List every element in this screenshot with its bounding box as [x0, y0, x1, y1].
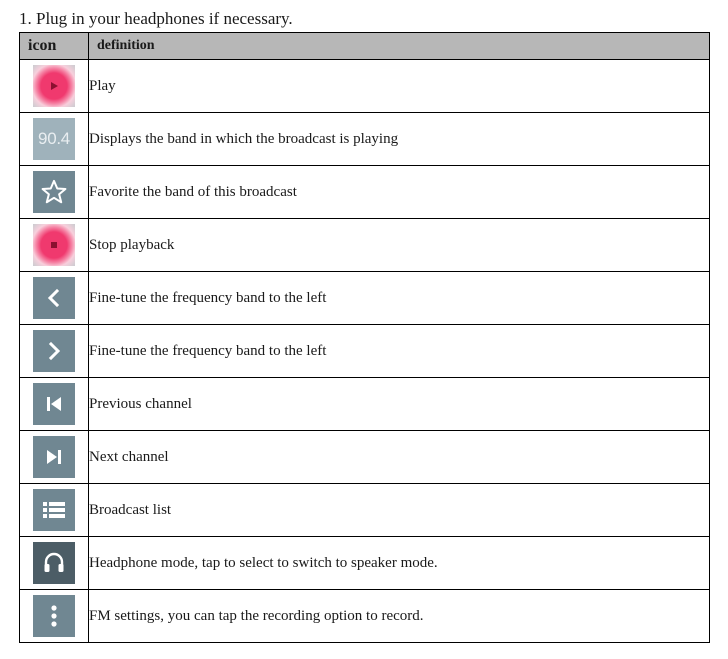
table-row [20, 590, 710, 643]
list-icon [33, 489, 75, 531]
table-row [20, 219, 710, 272]
table-row [20, 484, 710, 537]
table-row [20, 378, 710, 431]
table-row [20, 113, 710, 166]
intro-text: 1. Plug in your headphones if necessary. [19, 9, 293, 28]
more-vertical-icon [33, 595, 75, 637]
table-row [20, 431, 710, 484]
header-definition: definition [89, 33, 710, 60]
band-display-text: 90.4 [38, 129, 70, 148]
table-row [20, 325, 710, 378]
definition-text: Headphone mode, tap to select to switch to speaker mode. [89, 537, 710, 590]
definition-text: Favorite the band of this broadcast [89, 166, 710, 219]
definition-text: Stop playback [89, 219, 710, 272]
definition-text: Previous channel [89, 378, 710, 431]
definition-text: Next channel [89, 431, 710, 484]
band-display-icon [33, 118, 75, 160]
table-row [20, 537, 710, 590]
definition-text: Fine-tune the frequency band to the left [89, 272, 710, 325]
definition-text: Play [89, 60, 710, 113]
headphone-icon [33, 542, 75, 584]
play-icon [33, 65, 75, 107]
star-icon [33, 171, 75, 213]
chevron-right-icon [33, 330, 75, 372]
icon-definition-table [19, 32, 710, 643]
table-header-row [20, 33, 710, 60]
definition-text: Broadcast list [89, 484, 710, 537]
table-row [20, 60, 710, 113]
next-channel-icon [33, 436, 75, 478]
table-row [20, 166, 710, 219]
header-icon: icon [20, 33, 89, 60]
table-row [20, 272, 710, 325]
chevron-left-icon [33, 277, 75, 319]
definition-text: Displays the band in which the broadcast is playing [89, 113, 710, 166]
definition-text: FM settings, you can tap the recording option to record. [89, 590, 710, 643]
stop-icon [33, 224, 75, 266]
previous-channel-icon [33, 383, 75, 425]
definition-text: Fine-tune the frequency band to the left [89, 325, 710, 378]
